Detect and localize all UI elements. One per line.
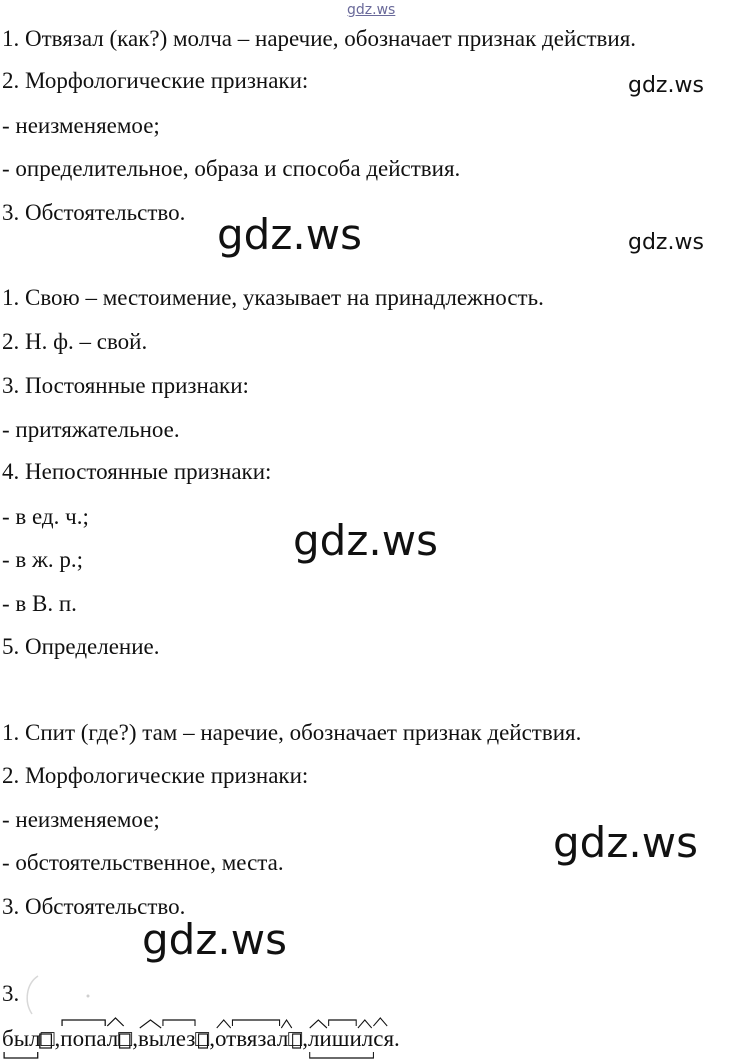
text-line-2: 2. Морфологические признаки: — [2, 68, 309, 93]
morpheme-marks-1 — [2, 1018, 55, 1058]
watermark-2: gdz.ws — [628, 73, 704, 98]
morpheme-marks-2 — [60, 1018, 132, 1058]
text-line-20: 3. — [2, 981, 20, 1006]
text-line-3: - неизменяемое; — [2, 113, 160, 138]
text-line-15: 1. Спит (где?) там – наречие, обозначает признак действия. — [2, 720, 582, 745]
text-line-10: 4. Непостоянные признаки: — [2, 459, 272, 484]
text-line-8: 3. Постоянные признаки: — [2, 373, 249, 398]
morpheme-word-3-text: вылез□ — [137, 1026, 210, 1051]
watermark-4: gdz.ws — [628, 230, 704, 255]
text-line-17: - неизменяемое; — [2, 807, 160, 832]
morpheme-marks-3 — [138, 1018, 209, 1058]
text-line-19: 3. Обстоятельство. — [2, 894, 186, 919]
watermark-5: gdz.ws — [293, 516, 438, 565]
text-line-4: - определительное, образа и способа действия. — [2, 156, 461, 181]
morpheme-word-5 — [308, 1024, 394, 1054]
text-line-14: 5. Определение. — [2, 634, 160, 659]
text-line-6: 1. Свою – местоимение, указывает на принадлежность. — [2, 285, 544, 310]
morpheme-separator: , — [209, 1026, 215, 1051]
text-line-5: 3. Обстоятельство. — [2, 200, 186, 225]
watermark-7: gdz.ws — [142, 915, 287, 964]
text-line-18: - обстоятельственное, места. — [2, 850, 284, 875]
text-line-11: - в ед. ч.; — [2, 504, 89, 529]
text-line-1: 1. Отвязал (как?) молча – наречие, обозначает признак действия. — [2, 26, 637, 51]
text-line-13: - в В. п. — [2, 591, 77, 616]
morpheme-word-2-text: попал□ — [60, 1026, 133, 1051]
morpheme-marks-5 — [308, 1018, 394, 1058]
morpheme-word-1-text: был□ — [2, 1026, 55, 1051]
text-line-12: - в ж. р.; — [2, 547, 84, 572]
morpheme-marks-4 — [215, 1018, 302, 1058]
watermark-top: gdz.ws — [347, 2, 396, 18]
watermark-6: gdz.ws — [553, 818, 698, 867]
morpheme-word-1 — [2, 1024, 55, 1054]
morpheme-word-5-text: лишился — [307, 1026, 395, 1051]
morpheme-word-2 — [60, 1024, 132, 1054]
morpheme-word-4-text: отвязал□ — [214, 1026, 303, 1051]
morpheme-word-3 — [138, 1024, 209, 1054]
watermark-3: gdz.ws — [217, 210, 362, 259]
morpheme-separator: , — [302, 1026, 308, 1051]
morpheme-separator: , — [132, 1026, 138, 1051]
morpheme-separator: , — [54, 1026, 61, 1051]
sketch-mark — [18, 970, 98, 1020]
text-line-9: - притяжательное. — [2, 417, 180, 442]
text-line-16: 2. Морфологические признаки: — [2, 763, 309, 788]
morpheme-ending: . — [394, 1026, 400, 1051]
morpheme-word-4 — [215, 1024, 302, 1054]
text-line-7: 2. Н. ф. – свой. — [2, 329, 148, 354]
morpheme-analysis-row — [2, 1024, 400, 1054]
